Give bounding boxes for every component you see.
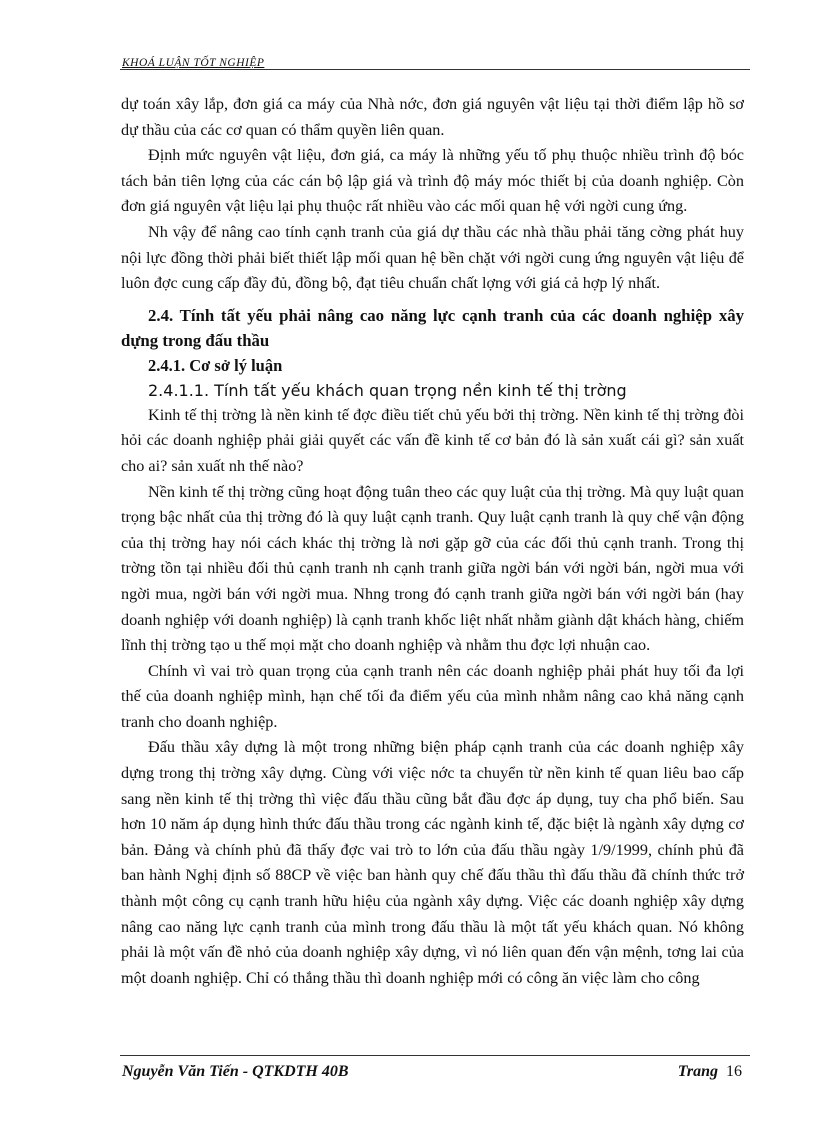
- paragraph-4: Kinh tế thị trờng là nền kinh tế đợc điều tiết chủ yếu bởi thị trờng. Nền kinh tế thị trờng đòi hỏi các doanh nghiệp phải giải quyết các vấn đề kinh tế cơ bản đó là sản xuất cái gì? sản xuất cho ai? sản xuất nh thế nào?: [121, 405, 744, 475]
- paragraph-2: Định mức nguyên vật liệu, đơn giá, ca máy là những yếu tố phụ thuộc nhiều trình độ bóc tách bản tiên lợng của các cán bộ lập giá và trình độ máy móc thiết bị của doanh nghiệp. Còn đơn giá nguyên vật liệu lại phụ thuộc rất nhiều vào các mối quan hệ với ngời cung ứng.: [121, 146, 744, 216]
- page-word: Trang: [677, 1063, 718, 1080]
- subsection-heading: 2.4.1. Cơ sở lý luận: [148, 355, 283, 375]
- page-number-label: [678, 1063, 742, 1081]
- paragraph-5: Nền kinh tế thị trờng cũng hoạt động tuân theo các quy luật của thị trờng. Mà quy luật quan trọng bậc nhất của thị trờng đó là quy luật cạnh tranh. Quy luật cạnh tranh là quy chế vận động của thị trờng hay nói cách khác thị trờng là nơi gặp gỡ của các đối thủ cạnh tranh. Trong thị trờng tồn tại nhiều đối thủ cạnh tranh nh cạnh tranh giữa ngời bán với ngời bán, ngời mua với ngời mua, ngời bán với ngời mua. Nhng trong đó cạnh tranh giữa ngời bán với ngời bán (hay doanh nghiệp với doanh nghiệp) là cạnh tranh khốc liệt nhất nhằm giành dật khách hàng, chiếm lĩnh thị trờng tạo u thế mọi mặt cho doanh nghiệp và nhằm thu đợc lợi nhuận cao.: [121, 482, 744, 655]
- page-number: 16: [726, 1063, 742, 1080]
- subsubsection-heading: 2.4.1.1. Tính tất yếu khách quan trọng nền kinh tế thị trờng: [148, 380, 627, 400]
- paragraph-7: Đấu thầu xây dựng là một trong những biện pháp cạnh tranh của các doanh nghiệp xây dựng trong thị trờng xây dựng. Cùng với việc nớc ta chuyển từ nền kinh tế quan liêu bao cấp sang nền kinh tế thị trờng thì việc đấu thầu cũng bắt đầu đợc áp dụng, tuy cha phổ biến. Sau hơn 10 năm áp dụng hình thức đấu thầu trong các ngành kinh tế, đặc biệt là ngành xây dựng cơ bản. Đảng và chính phủ đã thấy đợc vai trò to lớn của đấu thầu ngày 1/9/1999, chính phủ đã ban hành Nghị định số 88CP về việc ban hành quy chế đấu thầu thì đấu thầu đã chính thức trở thành một công cụ cạnh tranh hữu hiệu của ngành xây dựng. Việc các doanh nghiệp xây dựng nâng cao năng lực cạnh tranh của mình trong đấu thầu là một tất yếu khách quan. Nó không phải là một vấn đề nhỏ của doanh nghiệp xây dựng, vì nó liên quan đến vận mệnh, tơng lai của một doanh nghiệp. Chỉ có thắng thầu thì doanh nghiệp mới có công ăn việc làm cho công: [121, 738, 744, 987]
- page-footer: [120, 1055, 750, 1086]
- paragraph-6: Chính vì vai trò quan trọng của cạnh tranh nên các doanh nghiệp phải phát huy tối đa lợi thế của doanh nghiệp mình, hạn chế tối đa điểm yếu của mình nhằm nâng cao khả năng cạnh tranh cho doanh nghiệp.: [121, 661, 744, 731]
- section-heading: 2.4. Tính tất yếu phải nâng cao năng lực cạnh tranh của các doanh nghiệp xây dựng trong đấu thầu: [121, 305, 744, 350]
- paragraph-3: Nh vậy để nâng cao tính cạnh tranh của giá dự thầu các nhà thầu phải tăng cờng phát huy nội lực đồng thời phải biết thiết lập mối quan hệ bền chặt với ngời cung ứng nguyên vật liệu để luôn đợc cung cấp đầy đủ, đồng bộ, đạt tiêu chuẩn chất lợng với giá cả hợp lý nhất.: [121, 222, 744, 293]
- header-title: KHOÁ LUẬN TỐT NGHIỆP: [122, 57, 265, 69]
- page-header: [120, 52, 750, 70]
- page-body: [121, 92, 744, 991]
- paragraph-1: dự toán xây lắp, đơn giá ca máy của Nhà nớc, đơn giá nguyên vật liệu tại thời điểm lập hồ sơ dự thầu của các cơ quan có thẩm quyền liên quan.: [121, 95, 744, 139]
- footer-author: Nguyễn Văn Tiến - QTKDTH 40B: [122, 1063, 349, 1080]
